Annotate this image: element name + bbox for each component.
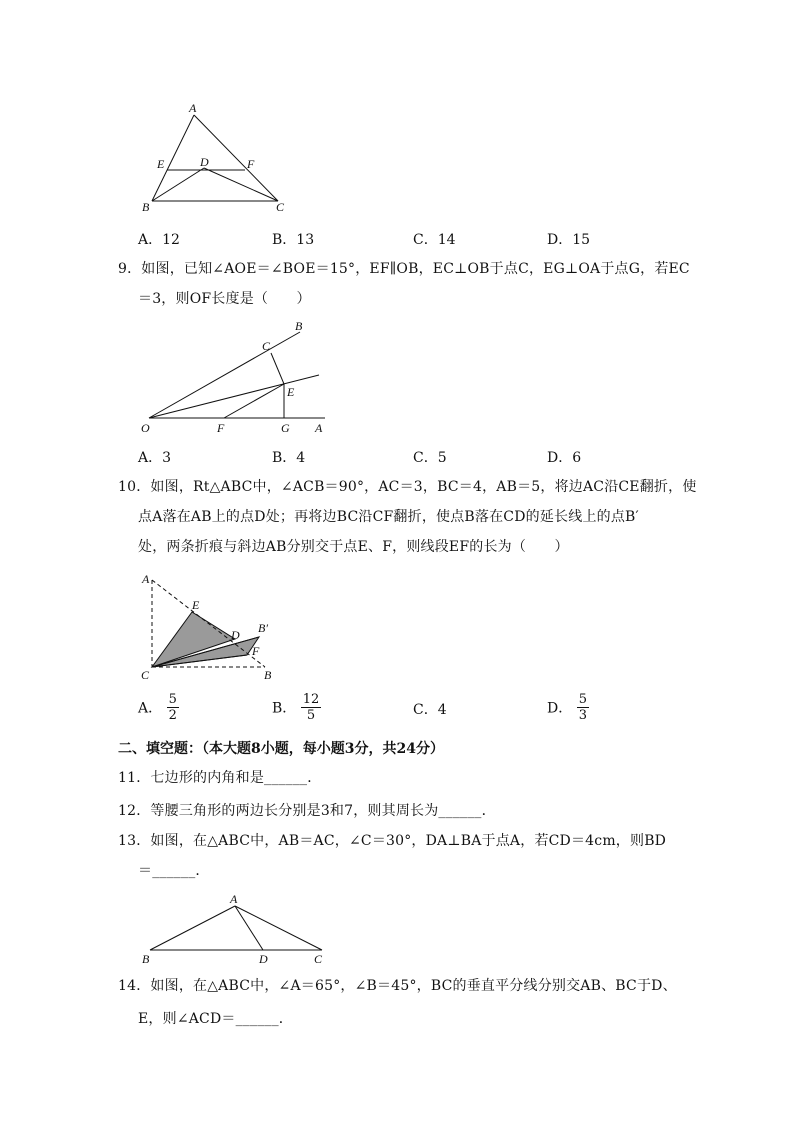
q9-stem-line2: ＝3，则OF长度是（ ） bbox=[138, 291, 311, 307]
q10-option-d-label: D． bbox=[547, 700, 573, 717]
label-B: B bbox=[264, 668, 272, 682]
figure-q10 bbox=[135, 568, 285, 688]
q9-stem-line1: 9．如图，已知∠AOE＝∠BOE＝15°，EF∥OB，EC⊥OB于点C，EG⊥OA于点G，若EC bbox=[118, 261, 690, 277]
label-B: B bbox=[142, 200, 150, 214]
q8-option-d[interactable]: D．15 bbox=[547, 232, 591, 248]
label-C: C bbox=[314, 952, 323, 966]
q8-option-b[interactable]: B．13 bbox=[272, 232, 315, 248]
q10-option-a-label: A． bbox=[138, 700, 163, 717]
q13-stem-line1: 13．如图，在△ABC中，AB＝AC，∠C＝30°，DA⊥BA于点A，若CD＝4cm，则BD bbox=[118, 833, 667, 849]
q14-stem-line1: 14．如图，在△ABC中，∠A＝65°，∠B＝45°，BC的垂直平分线分别交AB、BC于D、 bbox=[118, 978, 677, 994]
label-C: C bbox=[262, 339, 271, 353]
q10-option-d-fraction bbox=[577, 692, 589, 723]
q10-stem-line3: 处，两条折痕与斜边AB分别交于点E、F，则线段EF的长为（ ） bbox=[138, 539, 569, 555]
fraction-numerator: 5 bbox=[168, 692, 177, 707]
q12-stem: 12．等腰三角形的两边长分别是3和7，则其周长为______． bbox=[118, 803, 496, 819]
fraction-numerator: 5 bbox=[578, 692, 587, 707]
label-B: B bbox=[295, 319, 303, 333]
q10-option-b-fraction bbox=[301, 692, 322, 723]
q9-option-d[interactable]: D．6 bbox=[547, 450, 582, 466]
label-O: O bbox=[141, 421, 150, 435]
fraction-denominator: 5 bbox=[306, 708, 316, 723]
q8-option-a[interactable]: A．12 bbox=[138, 232, 180, 248]
q10-stem-line2: 点A落在AB上的点D处；再将边BC沿CF翻折，使点B落在CD的延长线上的点B′ bbox=[138, 509, 639, 525]
label-D: D bbox=[259, 952, 268, 966]
q8-option-c[interactable]: C．14 bbox=[413, 232, 456, 248]
q14-stem-line2: E，则∠ACD＝______． bbox=[138, 1011, 293, 1027]
label-F: F bbox=[252, 644, 260, 658]
label-E: E bbox=[157, 157, 165, 171]
label-E: E bbox=[287, 385, 295, 399]
q9-option-c[interactable]: C．5 bbox=[413, 450, 447, 466]
q10-option-b[interactable] bbox=[272, 692, 321, 723]
label-G: G bbox=[281, 421, 290, 435]
label-B-prime: B′ bbox=[258, 621, 268, 635]
q11-stem: 11．七边形的内角和是______． bbox=[118, 770, 322, 786]
figure-q8 bbox=[140, 100, 300, 220]
label-C: C bbox=[141, 668, 150, 682]
q10-option-b-label: B． bbox=[272, 700, 297, 717]
figure-q13 bbox=[138, 890, 338, 970]
label-A: A bbox=[315, 421, 323, 435]
label-A: A bbox=[189, 101, 197, 115]
label-A: A bbox=[142, 572, 150, 586]
label-C: C bbox=[276, 200, 285, 214]
label-B: B bbox=[142, 952, 150, 966]
fraction-denominator: 2 bbox=[168, 708, 177, 723]
q10-option-d[interactable] bbox=[547, 692, 589, 723]
q10-option-a-fraction bbox=[167, 692, 179, 723]
section-heading-fill-in: 二、填空题：（本大题8小题，每小题3分，共24分） bbox=[118, 741, 444, 757]
figure-q9 bbox=[135, 315, 345, 440]
q9-option-b[interactable]: B．4 bbox=[272, 450, 306, 466]
q13-stem-line2: ＝______． bbox=[138, 863, 210, 879]
label-A: A bbox=[230, 892, 238, 906]
fraction-numerator: 12 bbox=[302, 692, 320, 707]
q9-option-a[interactable]: A．3 bbox=[138, 450, 172, 466]
label-F: F bbox=[247, 157, 255, 171]
q10-option-a[interactable] bbox=[138, 692, 179, 723]
label-D: D bbox=[200, 155, 209, 169]
label-E: E bbox=[192, 598, 200, 612]
fraction-denominator: 3 bbox=[578, 708, 587, 723]
label-F: F bbox=[217, 421, 225, 435]
q10-stem-line1: 10．如图，Rt△ABC中，∠ACB＝90°，AC＝3，BC＝4，AB＝5，将边AC沿CE翻折，使 bbox=[118, 479, 697, 495]
label-D: D bbox=[231, 628, 240, 642]
q10-option-c[interactable]: C．4 bbox=[413, 702, 447, 718]
